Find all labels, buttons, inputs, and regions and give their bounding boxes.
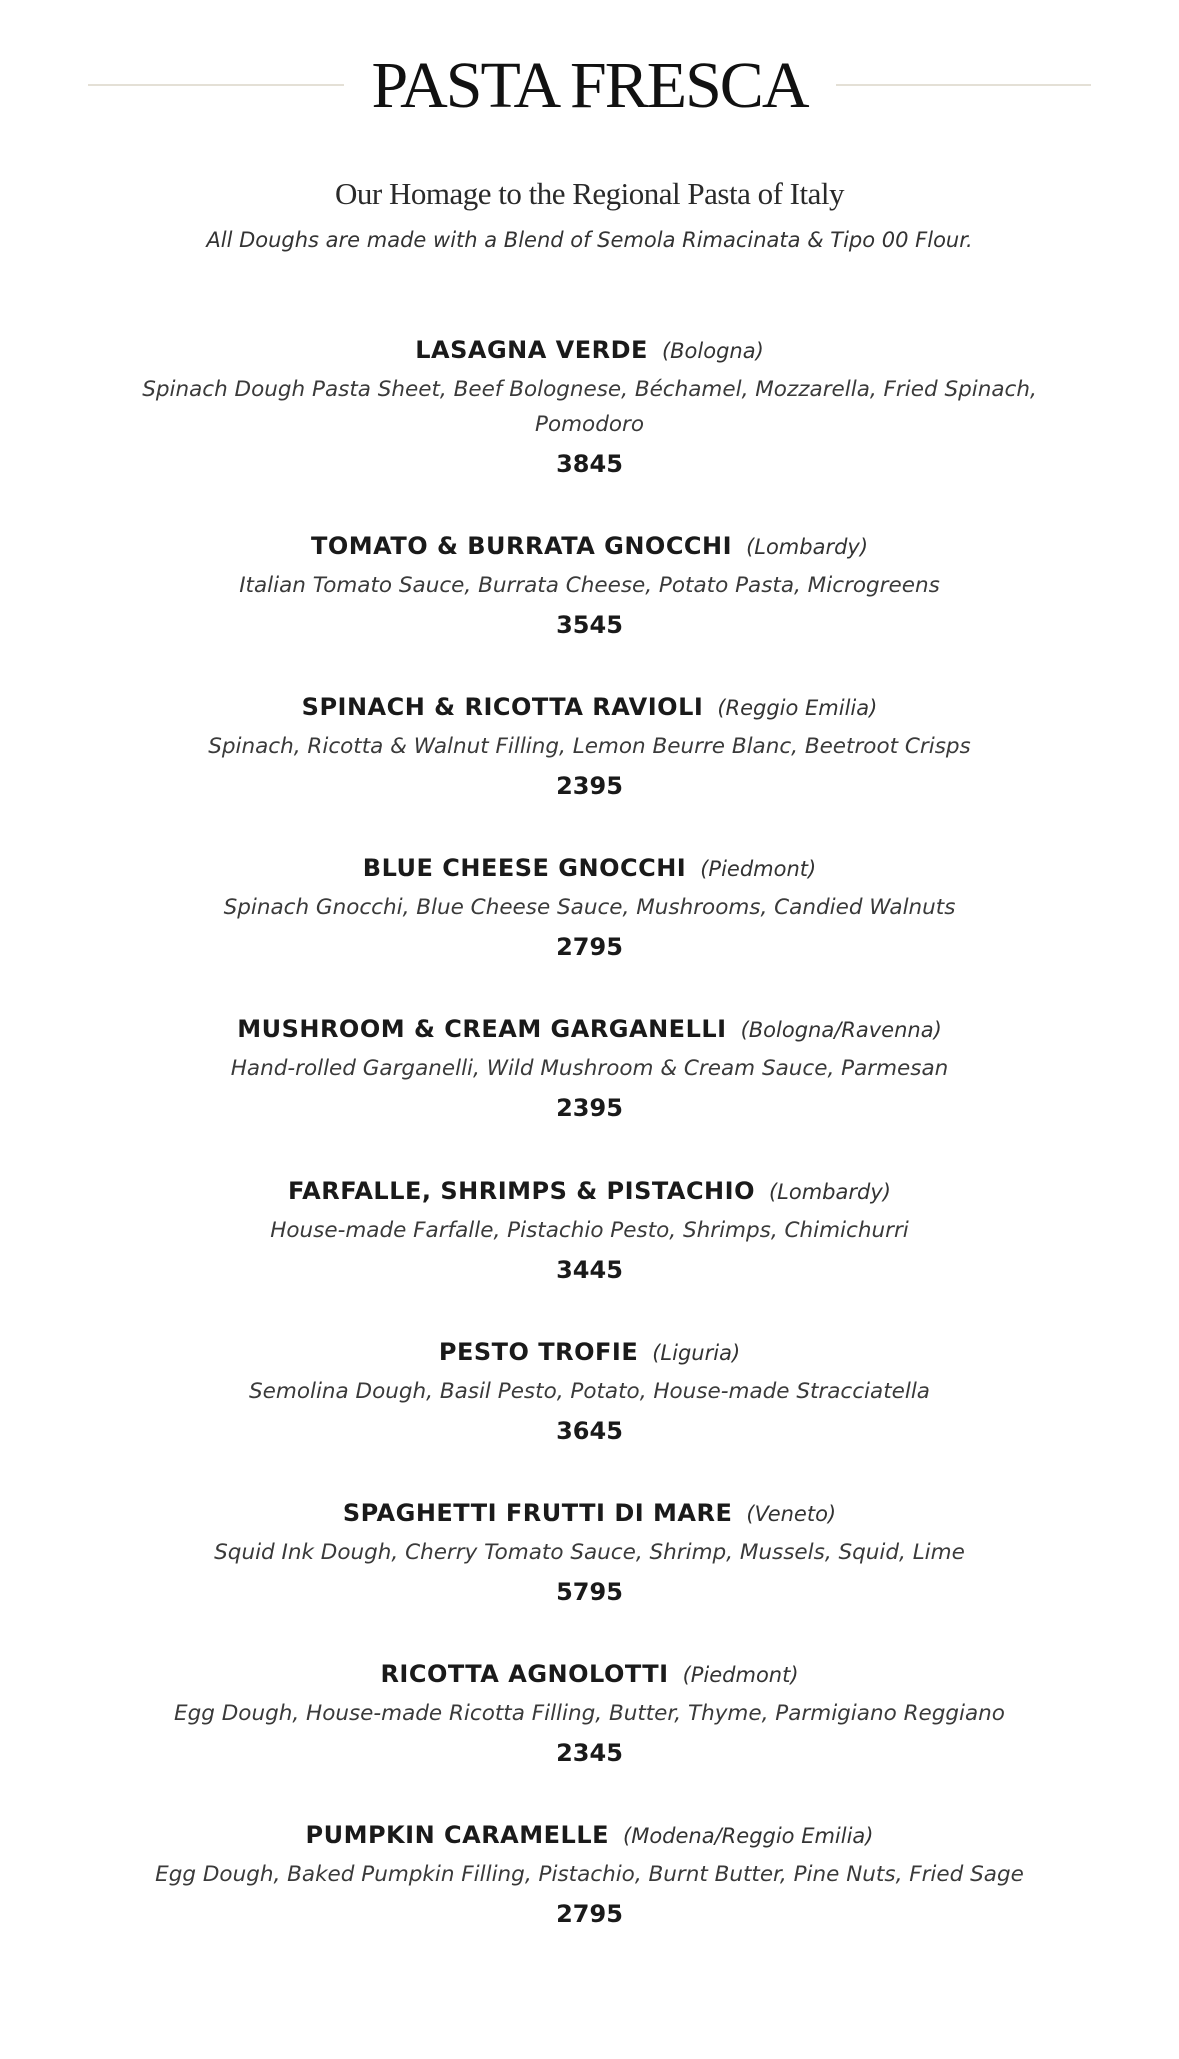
item-region: (Bologna) <box>661 339 764 363</box>
item-price: 3645 <box>556 1417 623 1445</box>
menu-header <box>0 46 1179 126</box>
item-heading <box>140 332 1039 368</box>
item-description: Hand-rolled Garganelli, Wild Mushroom & Cream Sauce, Parmesan <box>230 1056 949 1081</box>
page-title: PASTA FRESCA <box>371 49 808 122</box>
item-name: SPINACH & RICOTTA RAVIOLI <box>301 693 704 721</box>
item-region: (Piedmont) <box>682 1663 799 1687</box>
item-name: PUMPKIN CARAMELLE <box>305 1821 610 1849</box>
item-region: (Lombardy) <box>746 535 869 559</box>
menu-item <box>140 689 1039 804</box>
menu-item <box>140 850 1039 965</box>
item-region: (Modena/Reggio Emilia) <box>623 1824 874 1848</box>
item-region: (Bologna/Ravenna) <box>740 1018 942 1042</box>
item-name: SPAGHETTI FRUTTI DI MARE <box>342 1499 733 1527</box>
item-region: (Reggio Emilia) <box>717 696 878 720</box>
page-subtitle: Our Homage to the Regional Pasta of Italy <box>335 176 844 211</box>
item-description: Italian Tomato Sauce, Burrata Cheese, Potato Pasta, Microgreens <box>239 573 940 598</box>
item-region: (Piedmont) <box>700 857 817 881</box>
item-region: (Lombardy) <box>768 1180 891 1204</box>
item-price: 3845 <box>556 450 623 478</box>
menu-item <box>140 1656 1039 1771</box>
menu-item <box>140 1011 1039 1126</box>
menu-item <box>140 1334 1039 1449</box>
item-description: Semolina Dough, Basil Pesto, Potato, House-made Stracciatella <box>249 1379 930 1404</box>
item-name: BLUE CHEESE GNOCCHI <box>362 854 687 882</box>
item-heading <box>140 528 1039 564</box>
item-heading <box>140 1011 1039 1047</box>
item-name: RICOTTA AGNOLOTTI <box>380 1660 669 1688</box>
item-name: FARFALLE, SHRIMPS & PISTACHIO <box>288 1177 755 1205</box>
item-price: 2795 <box>556 1900 623 1928</box>
item-name: TOMATO & BURRATA GNOCCHI <box>310 532 733 560</box>
item-price: 5795 <box>556 1578 623 1606</box>
item-price: 3445 <box>556 1256 623 1284</box>
right-divider <box>836 84 1091 86</box>
item-description: Spinach Gnocchi, Blue Cheese Sauce, Mushrooms, Candied Walnuts <box>223 895 956 920</box>
item-name: LASAGNA VERDE <box>415 336 648 364</box>
menu-item <box>140 332 1039 482</box>
item-price: 2395 <box>556 772 623 800</box>
item-price: 2345 <box>556 1739 623 1767</box>
item-region: (Veneto) <box>746 1502 837 1526</box>
item-heading <box>140 1495 1039 1531</box>
item-name: MUSHROOM & CREAM GARGANELLI <box>237 1015 727 1043</box>
item-description: Egg Dough, House-made Ricotta Filling, Butter, Thyme, Parmigiano Reggiano <box>174 1701 1005 1726</box>
item-price: 2395 <box>556 1094 623 1122</box>
item-price: 3545 <box>556 611 623 639</box>
dough-note: All Doughs are made with a Blend of Semola Rimacinata & Tipo 00 Flour. <box>206 228 973 252</box>
menu-item <box>140 1173 1039 1288</box>
item-description: Egg Dough, Baked Pumpkin Filling, Pistachio, Burnt Butter, Pine Nuts, Fried Sage <box>155 1862 1024 1887</box>
menu-item <box>140 1495 1039 1610</box>
item-heading <box>140 1817 1039 1853</box>
item-heading <box>140 1656 1039 1692</box>
item-description: Squid Ink Dough, Cherry Tomato Sauce, Shrimp, Mussels, Squid, Lime <box>214 1540 965 1565</box>
item-price: 2795 <box>556 933 623 961</box>
item-description: House-made Farfalle, Pistachio Pesto, Shrimps, Chimichurri <box>270 1218 909 1243</box>
item-name: PESTO TROFIE <box>438 1338 639 1366</box>
item-heading <box>140 850 1039 886</box>
item-region: (Liguria) <box>652 1341 741 1365</box>
item-heading <box>140 1173 1039 1209</box>
item-description: Spinach, Ricotta & Walnut Filling, Lemon Beurre Blanc, Beetroot Crisps <box>208 734 971 759</box>
menu-item <box>140 1817 1039 1932</box>
item-heading <box>140 1334 1039 1370</box>
item-description: Spinach Dough Pasta Sheet, Beef Bolognese, Béchamel, Mozzarella, Fried Spinach, Pomodoro <box>142 377 1037 437</box>
item-heading <box>140 689 1039 725</box>
menu-item <box>140 528 1039 643</box>
